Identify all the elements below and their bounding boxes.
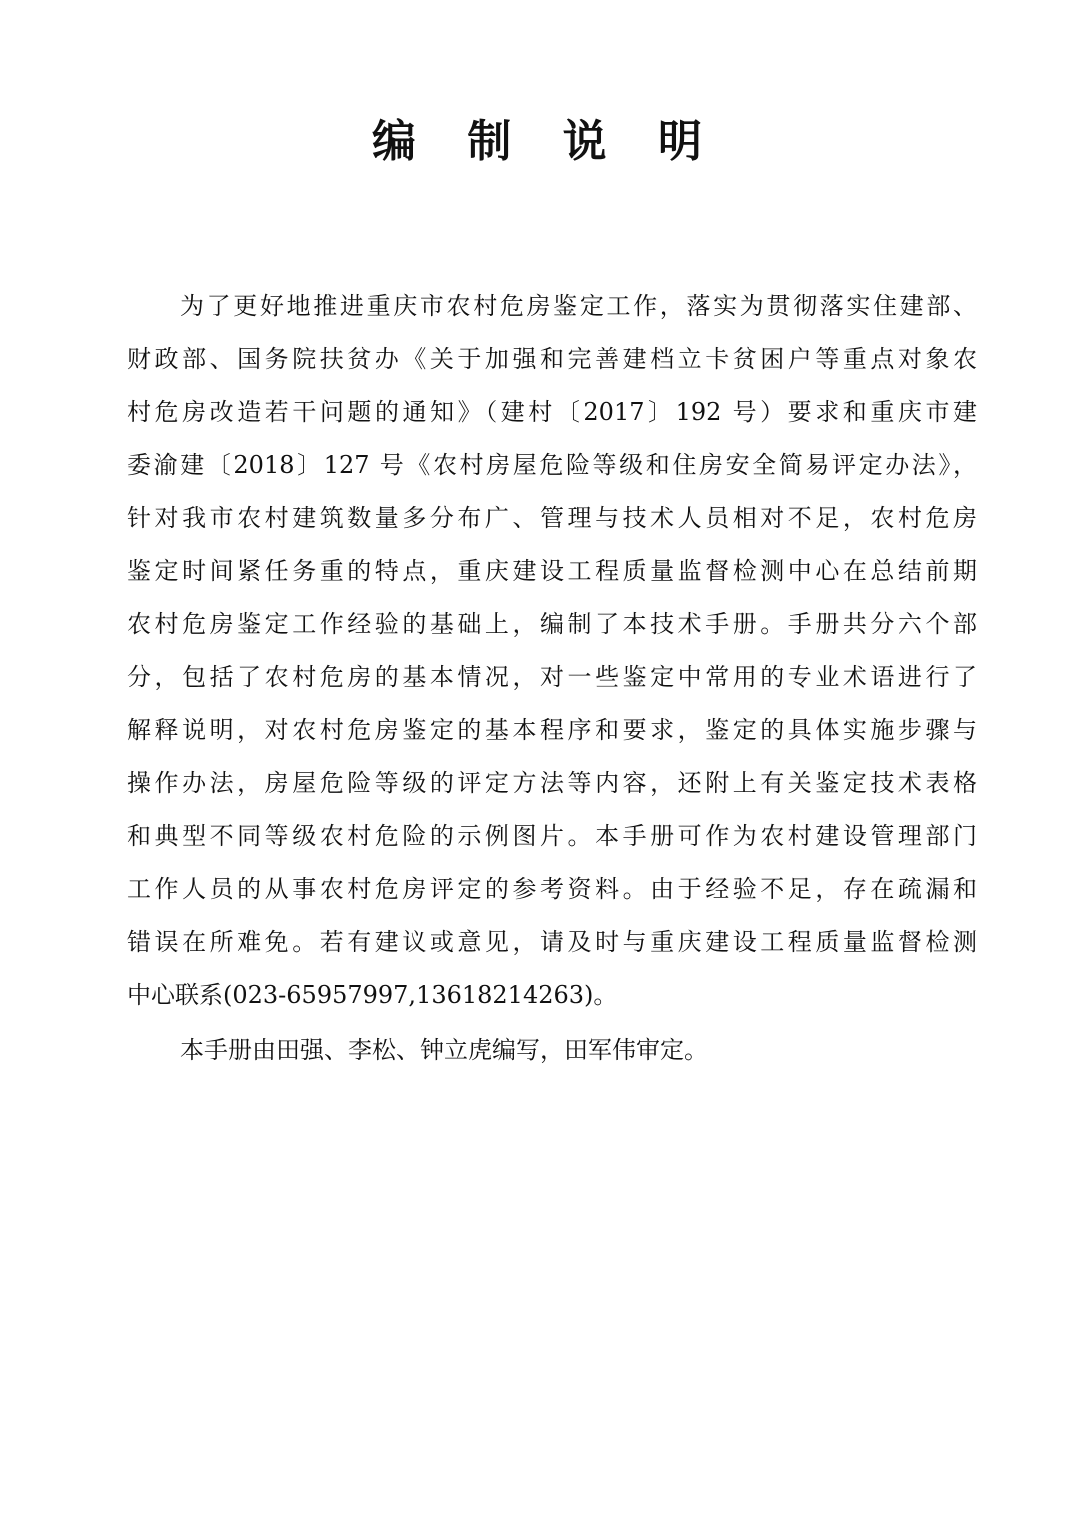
- paragraph-line: 农村危房鉴定工作经验的基础上，编制了本技术手册。手册共分六个部: [127, 610, 977, 638]
- paragraph-line: 错误在所难免。若有建议或意见，请及时与重庆建设工程质量监督检测: [127, 928, 977, 956]
- paragraph-line: 和典型不同等级农村危险的示例图片。本手册可作为农村建设管理部门: [127, 822, 977, 850]
- paragraph-line: 本手册由田强、李松、钟立虎编写，田军伟审定。: [180, 1036, 708, 1064]
- page-title: 编 制 说 明: [372, 116, 720, 167]
- paragraph-line: 分，包括了农村危房的基本情况，对一些鉴定中常用的专业术语进行了: [127, 663, 977, 691]
- paragraph-line: 操作办法，房屋危险等级的评定方法等内容，还附上有关鉴定技术表格: [127, 769, 977, 797]
- paragraph-line: 工作人员的从事农村危房评定的参考资料。由于经验不足，存在疏漏和: [127, 875, 977, 903]
- body-text: [127, 280, 977, 1077]
- paragraph-line: 委渝建〔2018〕127 号《农村房屋危险等级和住房安全简易评定办法》，: [127, 451, 977, 479]
- paragraph-line: 为了更好地推进重庆市农村危房鉴定工作，落实为贯彻落实住建部、: [180, 292, 977, 320]
- paragraph-line: 针对我市农村建筑数量多分布广、管理与技术人员相对不足，农村危房: [127, 504, 977, 532]
- paragraph-line: 鉴定时间紧任务重的特点，重庆建设工程质量监督检测中心在总结前期: [127, 557, 977, 585]
- paragraph-2: [127, 1024, 977, 1077]
- paragraph-line: 财政部、国务院扶贫办《关于加强和完善建档立卡贫困户等重点对象农: [127, 345, 977, 373]
- paragraph-line: 村危房改造若干问题的通知》（建村〔2017〕192 号）要求和重庆市建: [127, 398, 977, 426]
- paragraph-line: 解释说明，对农村危房鉴定的基本程序和要求，鉴定的具体实施步骤与: [127, 716, 977, 744]
- paragraph-1: [127, 280, 977, 1022]
- paragraph-line: 中心联系(023-65957997,13618214263)。: [127, 981, 618, 1009]
